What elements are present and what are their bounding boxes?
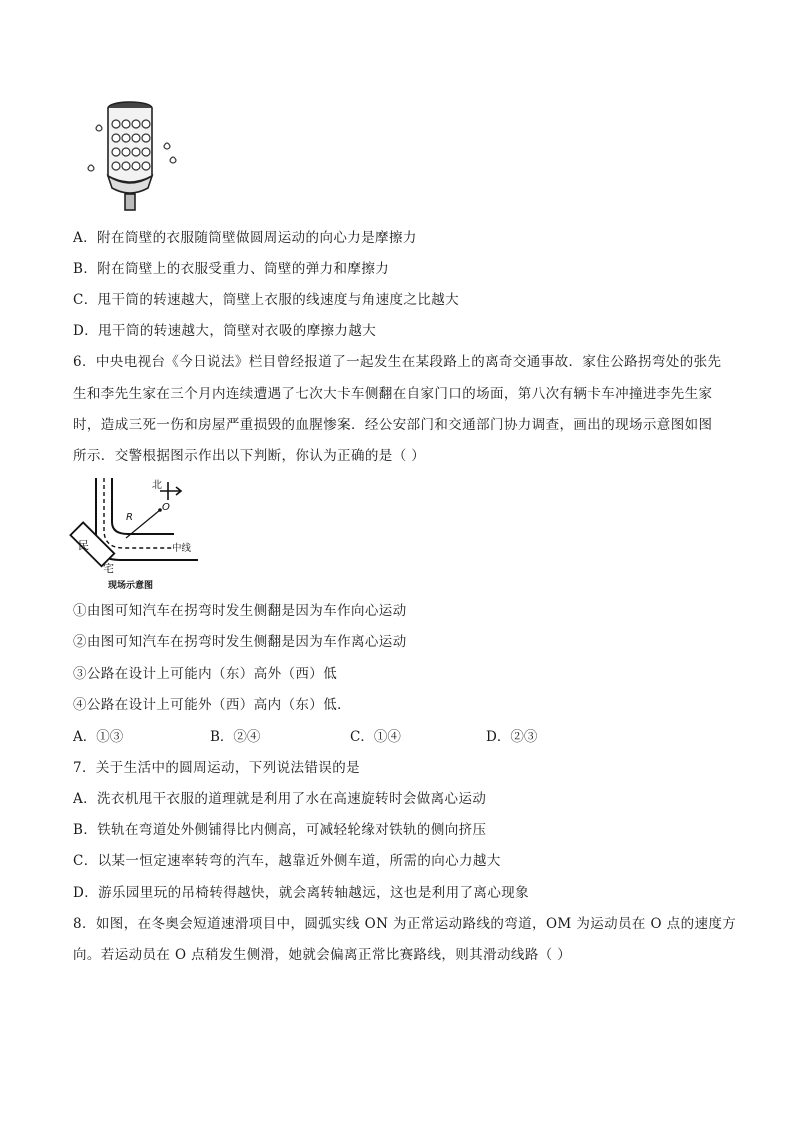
q6-stem-line-4: 所示．交警根据图示作出以下判断，你认为正确的是（ ）: [73, 448, 426, 464]
q8-stem-line-2: 向。若运动员在 O 点稍发生侧滑，她就会偏离正常比赛路线，则其滑动线路（ ）: [73, 947, 572, 963]
spin-dryer-figure: [74, 98, 184, 216]
q7-stem: 7．关于生活中的圆周运动，下列说法错误的是: [73, 760, 360, 776]
north-arrow-icon: [160, 482, 181, 500]
q6-stem-line-3: 时，造成三死一伤和房屋严重损毁的血腥惨案．经公安部门和交通部门协力调查，画出的现场示意图如图: [73, 417, 713, 433]
centerline-label: 中线: [172, 543, 192, 554]
dryer-drum-icon: [108, 102, 152, 210]
q5-option-d: D．甩干筒的转速越大，筒壁对衣吸的摩擦力越大: [73, 323, 377, 339]
house-label-1: 民: [78, 539, 89, 552]
north-label: 北: [152, 480, 162, 491]
figure-caption: 现场示意图: [108, 581, 154, 591]
house-block: [70, 522, 114, 566]
q6-statement-1: ①由图可知汽车在拐弯时发生侧翻是因为车作向心运动: [73, 603, 407, 619]
q7-option-d: D．游乐园里玩的吊椅转得越快，就会离转轴越远，这也是利用了离心现象: [73, 885, 530, 901]
q6-answer-c: C．①④: [350, 729, 401, 745]
q6-statement-3: ③公路在设计上可能内（东）高外（西）低: [73, 666, 338, 682]
q6-answer-d: D．②③: [486, 729, 538, 745]
q7-option-c: C．以某一恒定速率转弯的汽车，越靠近外侧车道，所需的向心力越大: [73, 853, 501, 869]
q8-stem-line-1: 8．如图，在冬奥会短道速滑项目中，圆弧实线 ON 为正常运动路线的弯道，OM 为运动员在 O 点的速度方: [73, 916, 737, 932]
q6-statement-4: ④公路在设计上可能外（西）高内（东）低．: [73, 697, 352, 713]
q6-stem-line-2: 生和李先生家在三个月内连续遭遇了七次大卡车侧翻在自家门口的场面，第八次有辆卡车冲撞进李先生家: [73, 386, 713, 402]
q5-option-c: C．甩干筒的转速越大，筒壁上衣服的线速度与角速度之比越大: [73, 292, 460, 308]
q6-stem-line-1: 6．中央电视台《今日说法》栏目曾经报道了一起发生在某段路上的离奇交通事故．家住公路拐弯处的张先: [73, 354, 722, 370]
house-label-2: 宅: [103, 562, 114, 575]
road-scene-figure: [68, 474, 208, 592]
statement-mark: ③: [73, 666, 87, 682]
q7-option-b: B．铁轨在弯道处外侧铺得比内侧高，可减轻轮缘对铁轨的侧向挤压: [73, 822, 487, 838]
center-label: O: [162, 502, 170, 513]
q6-answer-b: B．②④: [210, 729, 261, 745]
statement-mark: ②: [73, 634, 87, 650]
statement-mark: ①: [73, 603, 87, 619]
q6-statement-2: ②由图可知汽车在拐弯时发生侧翻是因为车作离心运动: [73, 634, 407, 650]
statement-mark: ④: [73, 697, 87, 713]
q5-option-b: B．附在筒壁上的衣服受重力、筒壁的弹力和摩擦力: [73, 261, 390, 277]
q7-option-a: A．洗衣机甩干衣服的道理就是利用了水在高速旋转时会做离心运动: [73, 791, 487, 807]
q6-answer-a: A．①③: [73, 729, 124, 745]
radius-label: R: [126, 512, 133, 523]
q5-option-a: A．附在筒壁的衣服随筒壁做圆周运动的向心力是摩擦力: [73, 230, 417, 246]
